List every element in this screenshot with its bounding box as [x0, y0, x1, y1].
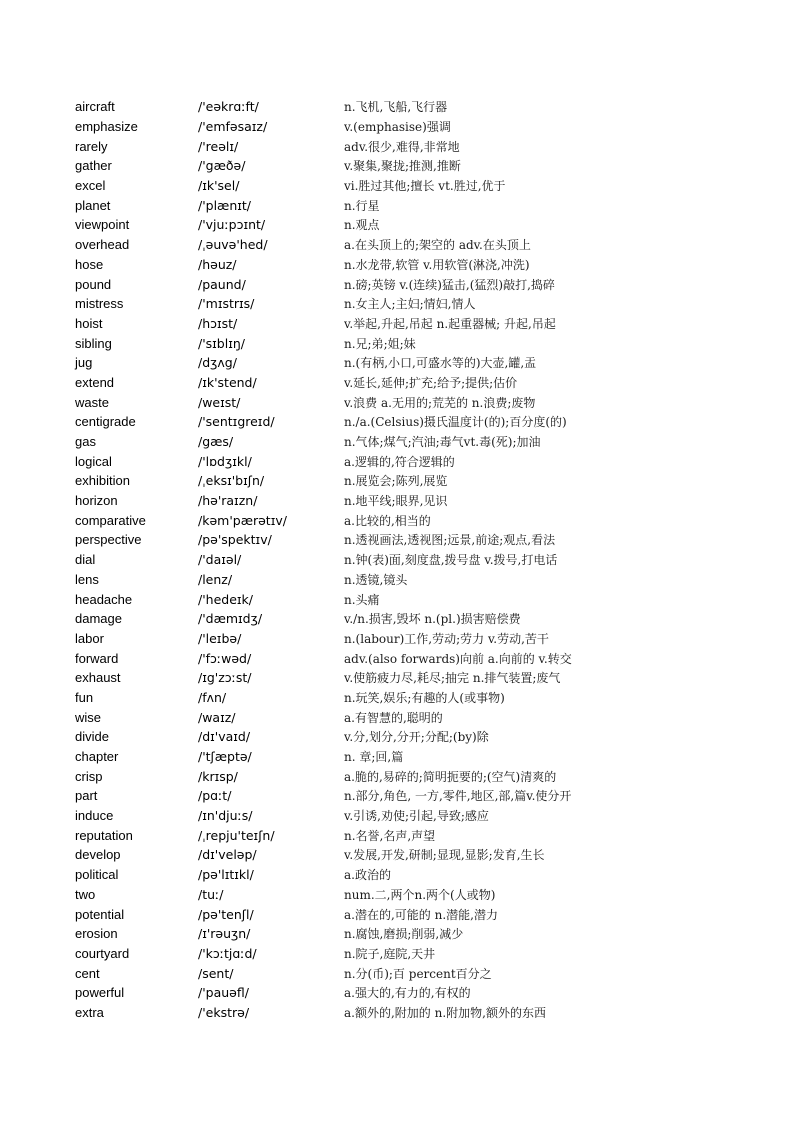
vocab-definition: a.强大的,有力的,有权的	[344, 986, 471, 1001]
vocab-pronunciation: /'pauəfl/	[198, 985, 249, 1001]
vocab-word: overhead	[75, 237, 130, 253]
vocab-definition: n./a.(Celsius)摄氏温度计(的);百分度(的)	[344, 415, 567, 430]
vocab-row	[75, 353, 775, 373]
vocab-definition: n.(有柄,小口,可盛水等的)大壶,罐,盂	[344, 356, 537, 371]
vocab-row	[75, 156, 775, 176]
vocab-row	[75, 294, 775, 314]
vocab-word: waste	[75, 394, 109, 410]
vocab-definition: n.磅;英镑 v.(连续)猛击,(猛烈)敲打,捣碎	[344, 277, 555, 292]
vocab-word: rarely	[75, 138, 108, 154]
vocab-pronunciation: /tuː/	[198, 886, 224, 902]
vocab-row	[75, 333, 775, 353]
vocab-pronunciation: /'reəlɪ/	[198, 138, 239, 154]
vocab-pronunciation: /'gæðə/	[198, 158, 246, 174]
vocab-row	[75, 274, 775, 294]
vocab-definition: n.(labour)工作,劳动;劳力 v.劳动,苦干	[344, 631, 549, 646]
vocab-pronunciation: /pə'spektɪv/	[198, 532, 272, 548]
vocab-row	[75, 766, 775, 786]
vocab-row	[75, 668, 775, 688]
vocab-row	[75, 570, 775, 590]
vocab-definition: n.水龙带,软管 v.用软管(淋浇,冲洗)	[344, 257, 530, 272]
vocab-definition: n.女主人;主妇;情妇,情人	[344, 297, 476, 312]
vocab-definition: adv.很少,难得,非常地	[344, 139, 460, 154]
vocab-word: horizon	[75, 493, 118, 509]
vocab-definition: v./n.损害,毁坏 n.(pl.)损害赔偿费	[344, 612, 521, 627]
vocab-definition: a.逻辑的,符合逻辑的	[344, 454, 455, 469]
vocab-definition: v.举起,升起,吊起 n.起重器械; 升起,吊起	[344, 316, 556, 331]
vocab-pronunciation: /pə'lɪtɪkl/	[198, 867, 254, 883]
vocab-word: sibling	[75, 335, 112, 351]
vocab-pronunciation: /paund/	[198, 276, 246, 292]
vocab-definition: n.观点	[344, 218, 380, 233]
vocab-definition: a.额外的,附加的 n.附加物,额外的东西	[344, 1005, 546, 1020]
vocab-pronunciation: /'daɪəl/	[198, 552, 242, 568]
vocab-definition: v.引诱,劝使;引起,导致;感应	[344, 809, 489, 824]
vocab-definition: n.飞机,飞船,飞行器	[344, 100, 448, 115]
vocab-word: jug	[75, 355, 93, 371]
vocab-word: chapter	[75, 749, 119, 765]
vocab-word: headache	[75, 591, 133, 607]
vocab-pronunciation: /'emfəsaɪz/	[198, 119, 268, 135]
vocab-definition: n.钟(表)面,刻度盘,拨号盘 v.拨号,打电话	[344, 553, 558, 568]
vocab-definition: a.政治的	[344, 868, 391, 883]
vocab-row	[75, 97, 775, 117]
vocab-row	[75, 255, 775, 275]
vocab-pronunciation: /'hedeɪk/	[198, 591, 253, 607]
vocab-pronunciation: /'kɔːtjɑːd/	[198, 945, 257, 961]
vocab-row	[75, 215, 775, 235]
vocab-pronunciation: /pə'tenʃl/	[198, 906, 254, 922]
vocab-row	[75, 648, 775, 668]
vocab-pronunciation: /weɪst/	[198, 394, 241, 410]
vocab-definition: n.行星	[344, 198, 380, 213]
vocab-pronunciation: /'sɪblɪŋ/	[198, 335, 245, 351]
vocab-pronunciation: /lenz/	[198, 571, 233, 587]
vocab-definition: v.浪费 a.无用的;荒芜的 n.浪费;废物	[344, 395, 536, 410]
vocab-pronunciation: /'plænɪt/	[198, 197, 252, 213]
vocab-row	[75, 865, 775, 885]
vocab-word: centigrade	[75, 414, 136, 430]
vocab-row	[75, 1003, 775, 1023]
vocab-word: two	[75, 886, 96, 902]
vocab-pronunciation: /dɪ'vaɪd/	[198, 729, 251, 745]
vocab-definition: a.比较的,相当的	[344, 513, 431, 528]
vocab-word: perspective	[75, 532, 142, 548]
vocab-word: cent	[75, 965, 100, 981]
vocab-definition: n.玩笑,娱乐;有趣的人(或事物)	[344, 690, 505, 705]
vocab-row	[75, 747, 775, 767]
vocab-word: extra	[75, 1004, 104, 1020]
vocab-pronunciation: /gæs/	[198, 434, 234, 450]
vocab-word: divide	[75, 729, 109, 745]
vocab-row	[75, 392, 775, 412]
vocab-row	[75, 924, 775, 944]
vocab-pronunciation: /'tʃæptə/	[198, 749, 252, 765]
vocab-pronunciation: /həuz/	[198, 256, 237, 272]
vocab-row	[75, 885, 775, 905]
vocab-pronunciation: /pɑːt/	[198, 788, 232, 804]
vocab-row	[75, 491, 775, 511]
vocab-definition: n.腐蚀,磨损;削弱,减少	[344, 927, 464, 942]
vocab-definition: n.展览会;陈列,展览	[344, 474, 448, 489]
vocab-word: reputation	[75, 827, 133, 843]
vocab-row	[75, 412, 775, 432]
vocab-pronunciation: /ˌəuvə'hed/	[198, 237, 268, 253]
vocab-definition: n.部分,角色, 一方,零件,地区,部,篇v.使分开	[344, 789, 572, 804]
vocab-pronunciation: /'leɪbə/	[198, 630, 242, 646]
vocab-pronunciation: /kəm'pærətɪv/	[198, 512, 287, 528]
vocab-pronunciation: /'lɒdʒɪkl/	[198, 453, 252, 469]
vocab-row	[75, 235, 775, 255]
vocab-word: develop	[75, 847, 121, 863]
vocab-definition: a.有智慧的,聪明的	[344, 710, 443, 725]
vocab-word: comparative	[75, 512, 146, 528]
vocab-row	[75, 727, 775, 747]
vocab-pronunciation: /sent/	[198, 965, 234, 981]
vocab-row	[75, 176, 775, 196]
vocab-row	[75, 373, 775, 393]
vocab-definition: a.在头顶上的;架空的 adv.在头顶上	[344, 238, 531, 253]
vocab-pronunciation: /krɪsp/	[198, 768, 238, 784]
vocab-pronunciation: /'ekstrə/	[198, 1004, 250, 1020]
vocab-row	[75, 963, 775, 983]
vocab-definition: v.发展,开发,研制;显现,显影;发育,生长	[344, 848, 545, 863]
vocab-pronunciation: /'eəkrɑːft/	[198, 99, 259, 115]
vocab-word: labor	[75, 630, 104, 646]
vocab-word: aircraft	[75, 99, 115, 115]
vocab-row	[75, 983, 775, 1003]
vocab-word: extend	[75, 374, 115, 390]
vocab-word: potential	[75, 906, 125, 922]
vocab-word: powerful	[75, 985, 125, 1001]
vocab-word: dial	[75, 552, 96, 568]
vocab-definition: v.延长,延伸;扩充;给予;提供;估价	[344, 375, 518, 390]
vocab-definition: v.分,划分,分开;分配;(by)除	[344, 730, 489, 745]
vocab-word: damage	[75, 611, 122, 627]
vocab-definition: n.透视画法,透视图;远景,前途;观点,看法	[344, 533, 556, 548]
vocab-row	[75, 510, 775, 530]
vocab-word: forward	[75, 650, 119, 666]
vocab-word: planet	[75, 197, 111, 213]
vocab-row	[75, 432, 775, 452]
vocab-definition: vi.胜过其他;擅长 vt.胜过,优于	[344, 179, 506, 194]
vocab-pronunciation: /'vjuːpɔɪnt/	[198, 217, 266, 233]
vocab-pronunciation: /dʒʌg/	[198, 355, 237, 371]
vocab-word: excel	[75, 178, 106, 194]
vocab-definition: n.地平线;眼界,见识	[344, 494, 448, 509]
vocab-word: hoist	[75, 315, 103, 331]
vocabulary-list	[75, 97, 775, 1022]
vocab-definition: v.(emphasise)强调	[344, 120, 451, 135]
vocab-row	[75, 550, 775, 570]
vocab-row	[75, 195, 775, 215]
vocab-row	[75, 707, 775, 727]
vocab-word: pound	[75, 276, 112, 292]
vocab-word: gather	[75, 158, 112, 174]
vocab-pronunciation: /ˌeksɪ'bɪʃn/	[198, 473, 265, 489]
vocab-word: exhibition	[75, 473, 130, 489]
vocab-row	[75, 609, 775, 629]
vocab-word: viewpoint	[75, 217, 130, 233]
vocab-definition: n.分(币);百 percent百分之	[344, 966, 492, 981]
vocab-row	[75, 471, 775, 491]
vocab-row	[75, 136, 775, 156]
vocab-row	[75, 904, 775, 924]
vocab-row	[75, 845, 775, 865]
vocab-pronunciation: /hə'raɪzn/	[198, 493, 258, 509]
vocab-row	[75, 944, 775, 964]
vocab-row	[75, 806, 775, 826]
vocab-word: logical	[75, 453, 112, 469]
vocab-row	[75, 589, 775, 609]
vocab-pronunciation: /dɪ'veləp/	[198, 847, 257, 863]
vocab-pronunciation: /hɔɪst/	[198, 315, 238, 331]
vocab-word: wise	[75, 709, 102, 725]
vocab-definition: n. 章;回,篇	[344, 750, 404, 765]
vocab-word: fun	[75, 689, 94, 705]
vocab-definition: a.潜在的,可能的 n.潜能,潜力	[344, 907, 498, 922]
vocab-word: lens	[75, 571, 99, 587]
vocab-definition: n.透镜,镜头	[344, 572, 408, 587]
vocab-definition: v.聚集,聚拢;推测,推断	[344, 159, 461, 174]
vocab-row	[75, 786, 775, 806]
vocab-definition: a.脆的,易碎的;简明扼要的;(空气)清爽的	[344, 769, 557, 784]
vocab-pronunciation: /'sentɪgreɪd/	[198, 414, 275, 430]
vocab-word: gas	[75, 434, 96, 450]
vocab-row	[75, 117, 775, 137]
vocab-pronunciation: /ɪk'stend/	[198, 374, 257, 390]
vocab-pronunciation: /ɪn'djuːs/	[198, 808, 253, 824]
vocab-word: courtyard	[75, 945, 130, 961]
vocab-definition: n.院子,庭院,天井	[344, 946, 436, 961]
vocab-definition: v.使筋疲力尽,耗尽;抽完 n.排气装置;废气	[344, 671, 561, 686]
vocab-pronunciation: /ɪg'zɔːst/	[198, 670, 252, 686]
vocab-word: erosion	[75, 926, 118, 942]
vocab-definition: n.气体;煤气;汽油;毒气vt.毒(死);加油	[344, 435, 541, 450]
vocab-pronunciation: /'mɪstrɪs/	[198, 296, 255, 312]
vocab-definition: num.二,两个n.两个(人或物)	[344, 887, 496, 902]
vocab-row	[75, 825, 775, 845]
vocab-pronunciation: /'fɔːwəd/	[198, 650, 252, 666]
vocab-word: hose	[75, 256, 104, 272]
vocab-pronunciation: /'dæmɪdʒ/	[198, 611, 263, 627]
vocab-word: emphasize	[75, 119, 138, 135]
vocab-definition: n.兄;弟;姐;妹	[344, 336, 416, 351]
vocab-row	[75, 629, 775, 649]
vocab-pronunciation: /ˌrepju'teɪʃn/	[198, 827, 275, 843]
vocab-word: political	[75, 867, 119, 883]
vocab-word: crisp	[75, 768, 103, 784]
vocab-pronunciation: /waɪz/	[198, 709, 236, 725]
vocab-row	[75, 688, 775, 708]
vocab-pronunciation: /ɪ'rəuʒn/	[198, 926, 251, 942]
vocab-pronunciation: /ɪk'sel/	[198, 178, 240, 194]
vocab-word: induce	[75, 808, 114, 824]
vocab-pronunciation: /fʌn/	[198, 689, 227, 705]
vocab-definition: n.名誉,名声,声望	[344, 828, 436, 843]
vocab-word: part	[75, 788, 98, 804]
vocab-word: mistress	[75, 296, 124, 312]
vocab-definition: n.头痛	[344, 592, 380, 607]
vocab-row	[75, 451, 775, 471]
vocab-row	[75, 530, 775, 550]
vocab-definition: adv.(also forwards)向前 a.向前的 v.转交	[344, 651, 572, 666]
vocab-row	[75, 314, 775, 334]
vocab-word: exhaust	[75, 670, 121, 686]
